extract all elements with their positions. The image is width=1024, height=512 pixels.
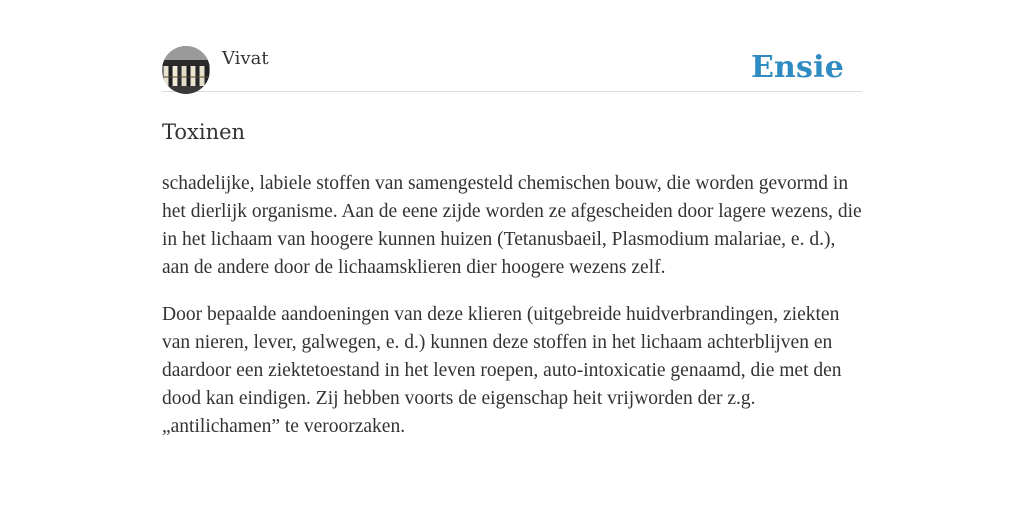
entry-card (162, 46, 862, 441)
book-spines-icon (162, 46, 210, 94)
entry-header (162, 46, 862, 92)
entry-paragraph: Door bepaalde aandoeningen van deze klieren (uitgebreide huidverbrandingen, ziekten van nieren, lever, galwegen, e. d.) kunnen deze stoffen in het lichaam achterblijven en daardoor een ziektetoestand in het leven roepen, auto-intoxicatie genaamd, die met den dood kan eindigen. Zij hebben voorts de eigenschap heit vrijworden der z.g. „antilichamen” te veroorzaken. (162, 304, 842, 437)
entry-title: Toxinen (162, 120, 246, 144)
entry-paragraph: schadelijke, labiele stoffen van samengesteld chemischen bouw, die worden gevormd in het dierlijk organisme. Aan de eene zijde worden ze afgescheiden door lagere wezens, die in het lichaam van hoogere kunnen huizen (Tetanusbaeil, Plasmodium malariae, e. d.), aan de andere door de lichaamsklieren dier hoogere wezens zelf. (162, 173, 862, 278)
author-avatar[interactable] (162, 46, 210, 94)
author-name[interactable]: Vivat (222, 48, 269, 69)
brand-logo[interactable]: Ensie (750, 50, 844, 85)
